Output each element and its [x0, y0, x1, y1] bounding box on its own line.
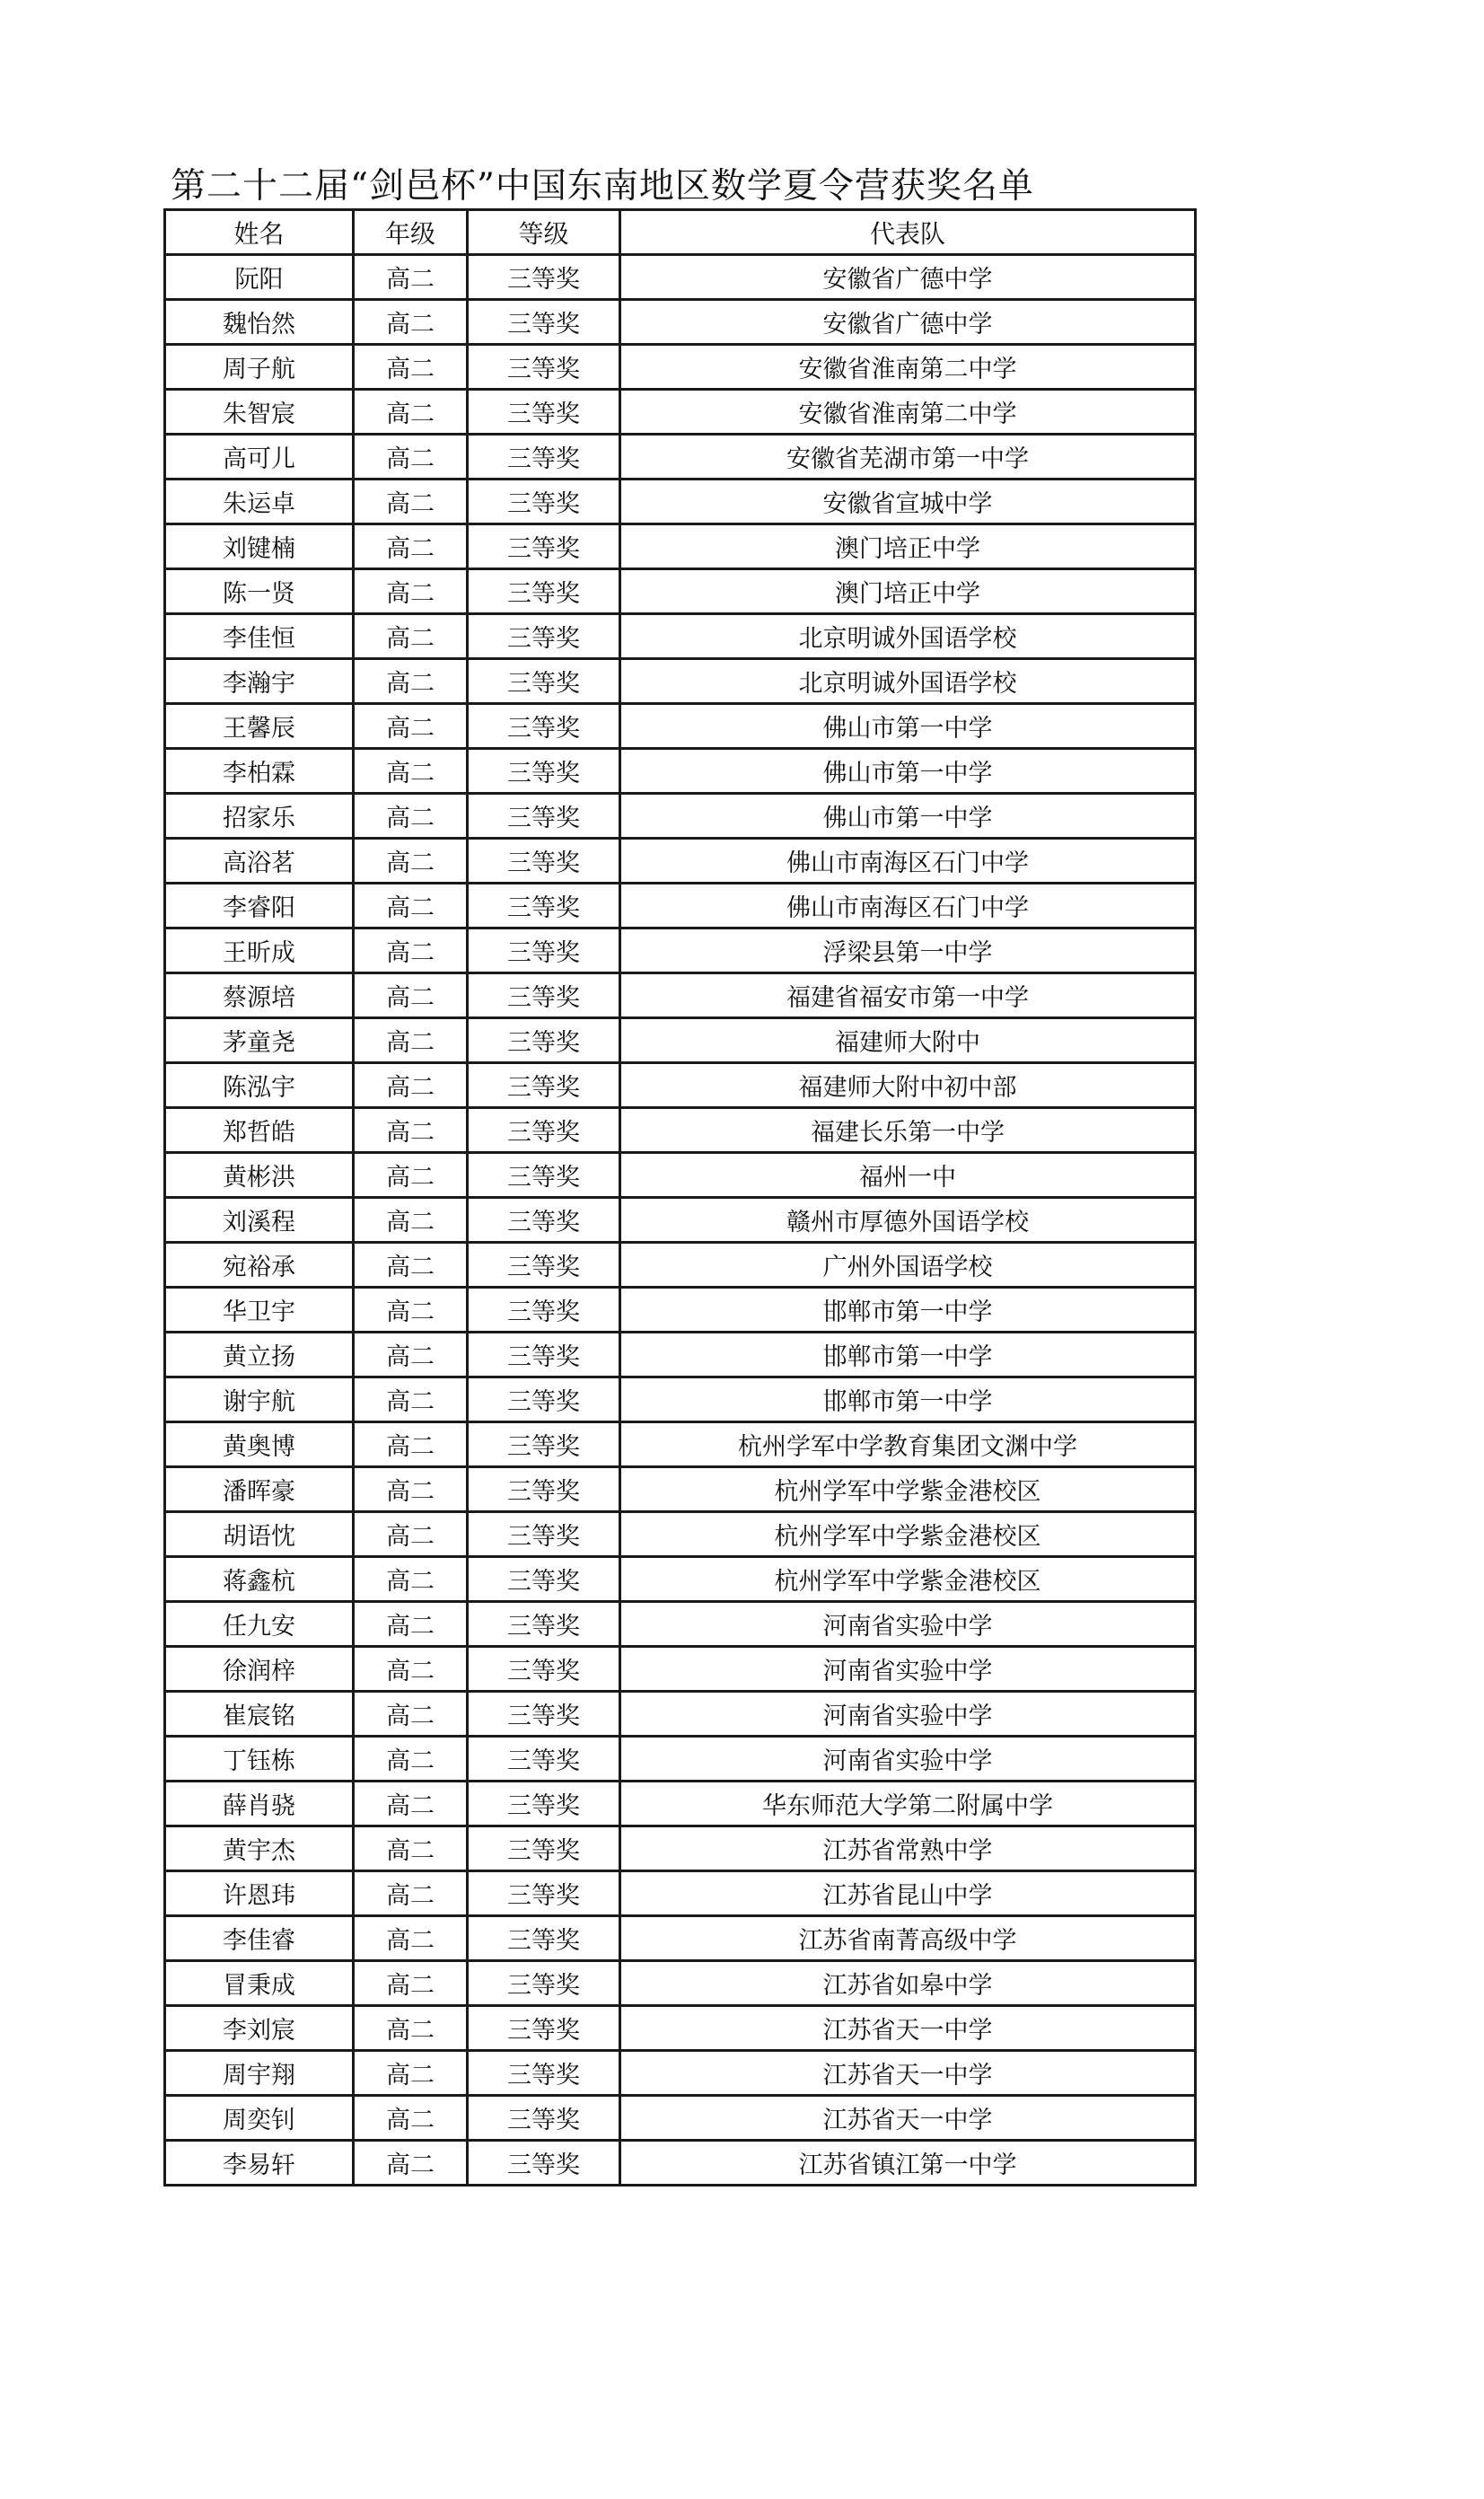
cell-award-level: 三等奖 — [468, 884, 620, 928]
cell-award-level: 三等奖 — [468, 1961, 620, 2006]
cell-award-level: 三等奖 — [468, 1916, 620, 1961]
cell-grade: 高二 — [354, 1467, 468, 1512]
cell-award-level: 三等奖 — [468, 300, 620, 345]
cell-team: 安徽省宣城中学 — [620, 480, 1196, 524]
cell-name: 魏怡然 — [165, 300, 354, 345]
cell-grade: 高二 — [354, 794, 468, 839]
cell-grade: 高二 — [354, 1198, 468, 1243]
table-row — [165, 1647, 1196, 1692]
cell-grade: 高二 — [354, 1422, 468, 1467]
cell-team: 河南省实验中学 — [620, 1692, 1196, 1737]
cell-grade: 高二 — [354, 2096, 468, 2141]
cell-name: 华卫宇 — [165, 1288, 354, 1333]
cell-team: 邯郸市第一中学 — [620, 1377, 1196, 1422]
table-row — [165, 839, 1196, 884]
cell-name: 丁钰栋 — [165, 1737, 354, 1782]
cell-award-level: 三等奖 — [468, 480, 620, 524]
cell-team: 杭州学军中学紫金港校区 — [620, 1467, 1196, 1512]
cell-name: 陈一贤 — [165, 569, 354, 614]
cell-team: 河南省实验中学 — [620, 1602, 1196, 1647]
table-row — [165, 1961, 1196, 2006]
cell-award-level: 三等奖 — [468, 345, 620, 390]
cell-team: 佛山市第一中学 — [620, 704, 1196, 749]
cell-award-level: 三等奖 — [468, 1557, 620, 1602]
table-row — [165, 2051, 1196, 2096]
cell-grade: 高二 — [354, 1871, 468, 1916]
cell-grade: 高二 — [354, 1333, 468, 1377]
cell-grade: 高二 — [354, 255, 468, 300]
cell-award-level: 三等奖 — [468, 255, 620, 300]
table-row — [165, 1153, 1196, 1198]
cell-name: 许恩玮 — [165, 1871, 354, 1916]
cell-name: 胡语忱 — [165, 1512, 354, 1557]
table-row — [165, 2096, 1196, 2141]
table-row — [165, 1692, 1196, 1737]
cell-name: 朱智宸 — [165, 390, 354, 435]
cell-grade: 高二 — [354, 480, 468, 524]
cell-grade: 高二 — [354, 2006, 468, 2051]
page-title: 第二十二届“剑邑杯”中国东南地区数学夏令营获奖名单 — [171, 166, 1034, 207]
cell-team: 江苏省天一中学 — [620, 2051, 1196, 2096]
cell-award-level: 三等奖 — [468, 1108, 620, 1153]
cell-award-level: 三等奖 — [468, 1692, 620, 1737]
cell-name: 周宇翔 — [165, 2051, 354, 2096]
cell-award-level: 三等奖 — [468, 928, 620, 973]
cell-award-level: 三等奖 — [468, 2096, 620, 2141]
cell-name: 朱运卓 — [165, 480, 354, 524]
cell-name: 刘溪程 — [165, 1198, 354, 1243]
cell-grade: 高二 — [354, 569, 468, 614]
cell-grade: 高二 — [354, 704, 468, 749]
cell-name: 黄彬洪 — [165, 1153, 354, 1198]
cell-team: 江苏省如皋中学 — [620, 1961, 1196, 2006]
cell-award-level: 三等奖 — [468, 524, 620, 569]
cell-award-level: 三等奖 — [468, 2006, 620, 2051]
table-row — [165, 1108, 1196, 1153]
cell-team: 福州一中 — [620, 1153, 1196, 1198]
cell-name: 李睿阳 — [165, 884, 354, 928]
cell-grade: 高二 — [354, 1782, 468, 1826]
cell-award-level: 三等奖 — [468, 1377, 620, 1422]
cell-team: 北京明诚外国语学校 — [620, 614, 1196, 659]
cell-name: 李瀚宇 — [165, 659, 354, 704]
cell-name: 招家乐 — [165, 794, 354, 839]
cell-award-level: 三等奖 — [468, 614, 620, 659]
table-row — [165, 435, 1196, 480]
cell-award-level: 三等奖 — [468, 1826, 620, 1871]
cell-name: 李刘宸 — [165, 2006, 354, 2051]
cell-grade: 高二 — [354, 1647, 468, 1692]
table-row — [165, 884, 1196, 928]
cell-award-level: 三等奖 — [468, 435, 620, 480]
cell-team: 华东师范大学第二附属中学 — [620, 1782, 1196, 1826]
cell-name: 蔡源培 — [165, 973, 354, 1018]
table-row — [165, 973, 1196, 1018]
cell-team: 杭州学军中学教育集团文渊中学 — [620, 1422, 1196, 1467]
cell-award-level: 三等奖 — [468, 1871, 620, 1916]
cell-grade: 高二 — [354, 1737, 468, 1782]
cell-team: 赣州市厚德外国语学校 — [620, 1198, 1196, 1243]
cell-team: 佛山市第一中学 — [620, 749, 1196, 794]
cell-team: 江苏省天一中学 — [620, 2006, 1196, 2051]
header-row — [165, 210, 1196, 255]
cell-grade: 高二 — [354, 390, 468, 435]
cell-team: 佛山市南海区石门中学 — [620, 839, 1196, 884]
cell-team: 邯郸市第一中学 — [620, 1333, 1196, 1377]
table-row — [165, 704, 1196, 749]
cell-team: 安徽省淮南第二中学 — [620, 345, 1196, 390]
cell-award-level: 三等奖 — [468, 1602, 620, 1647]
table-row — [165, 2141, 1196, 2186]
table-row — [165, 1512, 1196, 1557]
cell-team: 浮梁县第一中学 — [620, 928, 1196, 973]
cell-award-level: 三等奖 — [468, 569, 620, 614]
cell-team: 杭州学军中学紫金港校区 — [620, 1512, 1196, 1557]
cell-grade: 高二 — [354, 1916, 468, 1961]
cell-team: 安徽省芜湖市第一中学 — [620, 435, 1196, 480]
cell-grade: 高二 — [354, 2141, 468, 2186]
table-row — [165, 1377, 1196, 1422]
cell-award-level: 三等奖 — [468, 839, 620, 884]
cell-name: 宛裕承 — [165, 1243, 354, 1288]
award-table — [163, 208, 1197, 2187]
table-row — [165, 1333, 1196, 1377]
cell-name: 李佳恒 — [165, 614, 354, 659]
cell-name: 黄宇杰 — [165, 1826, 354, 1871]
table-row — [165, 569, 1196, 614]
cell-grade: 高二 — [354, 1377, 468, 1422]
header-name: 姓名 — [165, 210, 354, 255]
cell-award-level: 三等奖 — [468, 1647, 620, 1692]
cell-name: 徐润梓 — [165, 1647, 354, 1692]
cell-name: 黄立扬 — [165, 1333, 354, 1377]
table-row — [165, 1422, 1196, 1467]
cell-team: 福建师大附中初中部 — [620, 1063, 1196, 1108]
cell-grade: 高二 — [354, 300, 468, 345]
cell-award-level: 三等奖 — [468, 390, 620, 435]
table-row — [165, 1557, 1196, 1602]
cell-team: 江苏省南菁高级中学 — [620, 1916, 1196, 1961]
cell-name: 王昕成 — [165, 928, 354, 973]
cell-name: 高浴茗 — [165, 839, 354, 884]
cell-team: 杭州学军中学紫金港校区 — [620, 1557, 1196, 1602]
cell-team: 澳门培正中学 — [620, 524, 1196, 569]
cell-name: 陈泓宇 — [165, 1063, 354, 1108]
table-row — [165, 1602, 1196, 1647]
cell-name: 刘键楠 — [165, 524, 354, 569]
cell-name: 蒋鑫杭 — [165, 1557, 354, 1602]
table-row — [165, 255, 1196, 300]
cell-grade: 高二 — [354, 614, 468, 659]
cell-team: 佛山市南海区石门中学 — [620, 884, 1196, 928]
table-row — [165, 345, 1196, 390]
cell-name: 黄奥博 — [165, 1422, 354, 1467]
cell-team: 河南省实验中学 — [620, 1647, 1196, 1692]
table-row — [165, 749, 1196, 794]
cell-award-level: 三等奖 — [468, 1198, 620, 1243]
cell-name: 王馨辰 — [165, 704, 354, 749]
cell-team: 澳门培正中学 — [620, 569, 1196, 614]
cell-grade: 高二 — [354, 1512, 468, 1557]
cell-grade: 高二 — [354, 659, 468, 704]
table-row — [165, 1467, 1196, 1512]
cell-grade: 高二 — [354, 1602, 468, 1647]
table-row — [165, 1916, 1196, 1961]
cell-name: 李佳睿 — [165, 1916, 354, 1961]
cell-grade: 高二 — [354, 1243, 468, 1288]
cell-team: 北京明诚外国语学校 — [620, 659, 1196, 704]
cell-grade: 高二 — [354, 1153, 468, 1198]
cell-team: 福建师大附中 — [620, 1018, 1196, 1063]
cell-name: 阮阳 — [165, 255, 354, 300]
table-row — [165, 524, 1196, 569]
cell-grade: 高二 — [354, 1063, 468, 1108]
cell-team: 江苏省镇江第一中学 — [620, 2141, 1196, 2186]
cell-team: 广州外国语学校 — [620, 1243, 1196, 1288]
cell-grade: 高二 — [354, 973, 468, 1018]
cell-award-level: 三等奖 — [468, 1422, 620, 1467]
cell-team: 福建长乐第一中学 — [620, 1108, 1196, 1153]
cell-grade: 高二 — [354, 749, 468, 794]
table-row — [165, 1288, 1196, 1333]
cell-name: 薛肖骁 — [165, 1782, 354, 1826]
cell-grade: 高二 — [354, 1108, 468, 1153]
table-row — [165, 480, 1196, 524]
cell-name: 茅童尧 — [165, 1018, 354, 1063]
cell-award-level: 三等奖 — [468, 2141, 620, 2186]
table-row — [165, 659, 1196, 704]
cell-name: 谢宇航 — [165, 1377, 354, 1422]
table-row — [165, 1871, 1196, 1916]
cell-name: 冒秉成 — [165, 1961, 354, 2006]
cell-grade: 高二 — [354, 1826, 468, 1871]
cell-grade: 高二 — [354, 1557, 468, 1602]
cell-name: 李柏霖 — [165, 749, 354, 794]
cell-award-level: 三等奖 — [468, 1512, 620, 1557]
cell-award-level: 三等奖 — [468, 1782, 620, 1826]
table-row — [165, 1826, 1196, 1871]
cell-award-level: 三等奖 — [468, 1333, 620, 1377]
cell-award-level: 三等奖 — [468, 973, 620, 1018]
cell-grade: 高二 — [354, 1288, 468, 1333]
cell-grade: 高二 — [354, 1692, 468, 1737]
cell-name: 周奕钊 — [165, 2096, 354, 2141]
table-row — [165, 614, 1196, 659]
cell-award-level: 三等奖 — [468, 1737, 620, 1782]
cell-grade: 高二 — [354, 1961, 468, 2006]
cell-name: 郑哲皓 — [165, 1108, 354, 1153]
header-team: 代表队 — [620, 210, 1196, 255]
cell-name: 高可儿 — [165, 435, 354, 480]
cell-team: 安徽省广德中学 — [620, 300, 1196, 345]
cell-name: 崔宸铭 — [165, 1692, 354, 1737]
cell-award-level: 三等奖 — [468, 1243, 620, 1288]
cell-team: 江苏省天一中学 — [620, 2096, 1196, 2141]
cell-name: 周子航 — [165, 345, 354, 390]
table-row — [165, 390, 1196, 435]
cell-team: 佛山市第一中学 — [620, 794, 1196, 839]
cell-award-level: 三等奖 — [468, 794, 620, 839]
table-row — [165, 1737, 1196, 1782]
cell-grade: 高二 — [354, 884, 468, 928]
cell-name: 李易轩 — [165, 2141, 354, 2186]
cell-team: 江苏省常熟中学 — [620, 1826, 1196, 1871]
cell-award-level: 三等奖 — [468, 1018, 620, 1063]
cell-grade: 高二 — [354, 435, 468, 480]
table-row — [165, 1198, 1196, 1243]
cell-grade: 高二 — [354, 839, 468, 884]
cell-award-level: 三等奖 — [468, 1467, 620, 1512]
table-row — [165, 300, 1196, 345]
cell-award-level: 三等奖 — [468, 704, 620, 749]
cell-team: 邯郸市第一中学 — [620, 1288, 1196, 1333]
cell-team: 福建省福安市第一中学 — [620, 973, 1196, 1018]
header-award-level: 等级 — [468, 210, 620, 255]
cell-team: 江苏省昆山中学 — [620, 1871, 1196, 1916]
cell-team: 安徽省广德中学 — [620, 255, 1196, 300]
header-grade: 年级 — [354, 210, 468, 255]
table-row — [165, 1018, 1196, 1063]
cell-award-level: 三等奖 — [468, 1288, 620, 1333]
cell-name: 潘晖豪 — [165, 1467, 354, 1512]
cell-grade: 高二 — [354, 345, 468, 390]
table-row — [165, 794, 1196, 839]
cell-award-level: 三等奖 — [468, 749, 620, 794]
table-row — [165, 1782, 1196, 1826]
cell-grade: 高二 — [354, 524, 468, 569]
cell-award-level: 三等奖 — [468, 2051, 620, 2096]
table-row — [165, 1243, 1196, 1288]
table-row — [165, 1063, 1196, 1108]
cell-team: 河南省实验中学 — [620, 1737, 1196, 1782]
cell-team: 安徽省淮南第二中学 — [620, 390, 1196, 435]
cell-award-level: 三等奖 — [468, 1063, 620, 1108]
cell-award-level: 三等奖 — [468, 1153, 620, 1198]
table-row — [165, 928, 1196, 973]
table-row — [165, 2006, 1196, 2051]
cell-grade: 高二 — [354, 1018, 468, 1063]
cell-grade: 高二 — [354, 2051, 468, 2096]
cell-award-level: 三等奖 — [468, 659, 620, 704]
cell-grade: 高二 — [354, 928, 468, 973]
cell-name: 任九安 — [165, 1602, 354, 1647]
